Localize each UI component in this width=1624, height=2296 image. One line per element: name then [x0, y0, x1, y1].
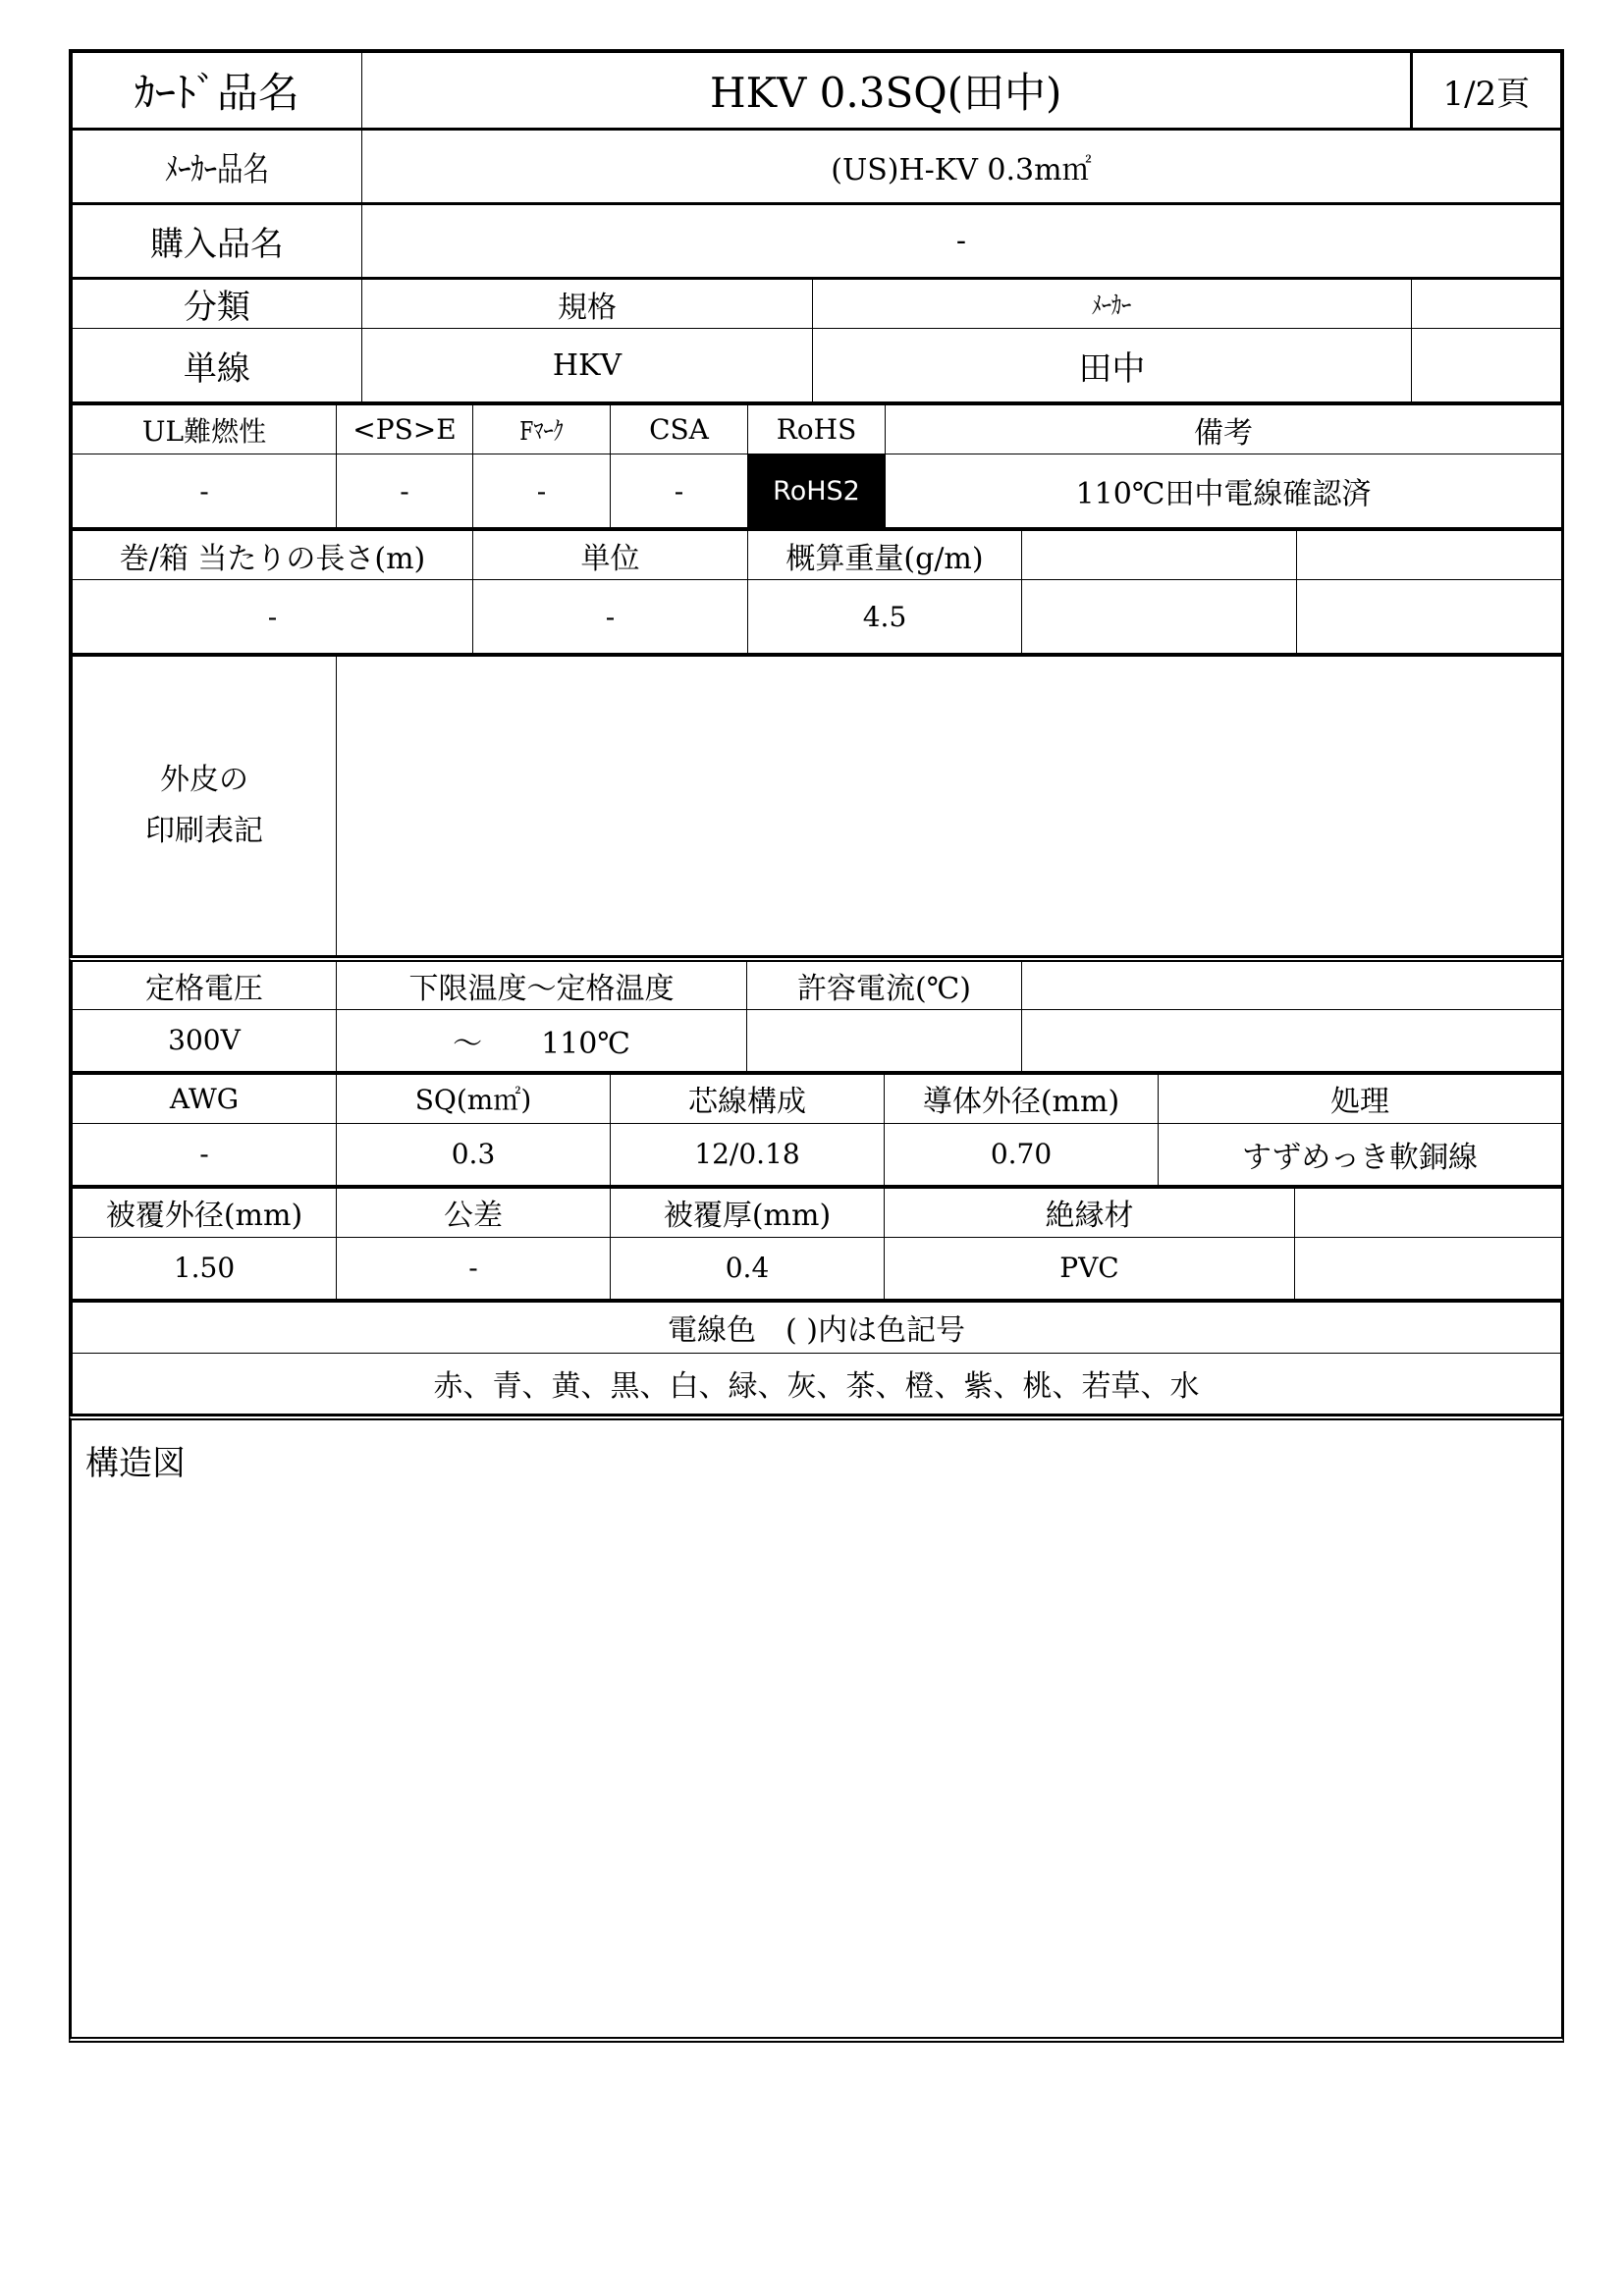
- sheath-diameter-label: 被覆外径(mm): [73, 1188, 337, 1237]
- sheath-thickness-value: 0.4: [611, 1237, 885, 1300]
- product-info-table: [72, 52, 1561, 404]
- structure-diagram-title: 構造図: [85, 1443, 186, 1483]
- approx-weight-label: 概算重量(g/m): [748, 531, 1022, 580]
- ul-flame-value: -: [73, 454, 337, 529]
- electrical-table: [72, 962, 1562, 1074]
- conductor-diameter-value: 0.70: [885, 1123, 1159, 1186]
- temperature-range-label: 下限温度～定格温度: [337, 962, 747, 1009]
- strand-composition-label: 芯線構成: [611, 1074, 885, 1123]
- wire-color-table: [72, 1302, 1561, 1415]
- wire-color-value: 赤、青、黄、黒、白、緑、灰、茶、橙、紫、桃、若草、水: [73, 1353, 1561, 1414]
- tolerance-label: 公差: [337, 1188, 611, 1237]
- f-mark-label-text: Fﾏｰｸ: [519, 417, 564, 447]
- treatment-label: 処理: [1159, 1074, 1562, 1123]
- certification-table: [72, 404, 1562, 530]
- length-extra-value-2: [1297, 580, 1562, 655]
- f-mark-label: [473, 405, 611, 454]
- csa-label: CSA: [611, 405, 748, 454]
- rohs-label: RoHS: [748, 405, 886, 454]
- print-marking-label-line2: 印刷表記: [145, 814, 263, 848]
- card-name-value: HKV 0.3SQ(田中): [361, 53, 1411, 130]
- electrical-extra-label: [1022, 962, 1562, 1009]
- classification-value: 単線: [73, 329, 362, 403]
- conductor-table: [72, 1074, 1562, 1188]
- maker-label: [813, 279, 1411, 329]
- rated-voltage-label: 定格電圧: [73, 962, 337, 1009]
- unit-value: -: [473, 580, 748, 655]
- insulation-material-value: PVC: [885, 1237, 1295, 1300]
- sheath-thickness-label: 被覆厚(mm): [611, 1188, 885, 1237]
- classification-extra-value: [1411, 329, 1560, 403]
- print-marking-label-line1: 外皮の: [160, 763, 248, 797]
- length-per-reel-value: -: [73, 580, 473, 655]
- remarks-value: 110℃田中電線確認済: [886, 454, 1562, 529]
- insulation-table: [72, 1188, 1562, 1302]
- electrical-extra-value: [1022, 1009, 1562, 1072]
- length-per-reel-label: 巻/箱 当たりの長さ(m): [73, 531, 473, 580]
- approx-weight-value: 4.5: [748, 580, 1022, 655]
- csa-value: -: [611, 454, 748, 529]
- wire-color-label: 電線色 ( )内は色記号: [73, 1302, 1561, 1353]
- temperature-range-value: ～ 110℃: [337, 1009, 747, 1072]
- print-marking-value: [337, 657, 1562, 956]
- sq-value: 0.3: [337, 1123, 611, 1186]
- length-extra-label-2: [1297, 531, 1562, 580]
- length-weight-table: [72, 530, 1562, 656]
- allowable-current-label: 許容電流(℃): [747, 962, 1022, 1009]
- classification-extra-label: [1411, 279, 1560, 329]
- rohs-badge: RoHS2: [748, 454, 886, 529]
- electrical-block: [69, 956, 1564, 1415]
- unit-label: 単位: [473, 531, 748, 580]
- allowable-current-value: [747, 1009, 1022, 1072]
- standard-value: HKV: [361, 329, 812, 403]
- purchase-name-label: 購入品名: [73, 204, 362, 279]
- insulation-extra-label: [1295, 1188, 1562, 1237]
- pse-label: <PS>E: [337, 405, 473, 454]
- insulation-material-label: 絶縁材: [885, 1188, 1295, 1237]
- product-info-block: [69, 49, 1564, 956]
- remarks-label: 備考: [886, 405, 1562, 454]
- conductor-diameter-label: 導体外径(mm): [885, 1074, 1159, 1123]
- classification-label: 分類: [73, 279, 362, 329]
- structure-diagram-area: [69, 1415, 1564, 2043]
- treatment-value: すずめっき軟銅線: [1159, 1123, 1562, 1186]
- standard-label: 規格: [361, 279, 812, 329]
- insulation-extra-value: [1295, 1237, 1562, 1300]
- page-number: 1/2頁: [1411, 53, 1560, 130]
- awg-label: AWG: [73, 1074, 337, 1123]
- f-mark-value: -: [473, 454, 611, 529]
- maker-name-label: [73, 130, 362, 204]
- sq-label: SQ(m㎡): [337, 1074, 611, 1123]
- spec-sheet: [69, 49, 1564, 2043]
- pse-value: -: [337, 454, 473, 529]
- sheath-diameter-value: 1.50: [73, 1237, 337, 1300]
- maker-label-text: ﾒｰｶｰ: [1092, 292, 1132, 321]
- rated-voltage-value: 300V: [73, 1009, 337, 1072]
- strand-composition-value: 12/0.18: [611, 1123, 885, 1186]
- maker-value: 田中: [813, 329, 1411, 403]
- maker-name-label-text: ﾒｰｶｰ品名: [164, 150, 269, 189]
- tolerance-value: -: [337, 1237, 611, 1300]
- ul-flame-label: UL難燃性: [73, 405, 337, 454]
- print-marking-table: [72, 656, 1562, 956]
- maker-name-value: (US)H-KV 0.3m㎡: [361, 130, 1560, 204]
- length-extra-label-1: [1022, 531, 1297, 580]
- card-name-label: ｶｰﾄﾞ品名: [73, 53, 362, 130]
- print-marking-label: [73, 657, 337, 956]
- purchase-name-value: -: [361, 204, 1560, 279]
- awg-value: -: [73, 1123, 337, 1186]
- length-extra-value-1: [1022, 580, 1297, 655]
